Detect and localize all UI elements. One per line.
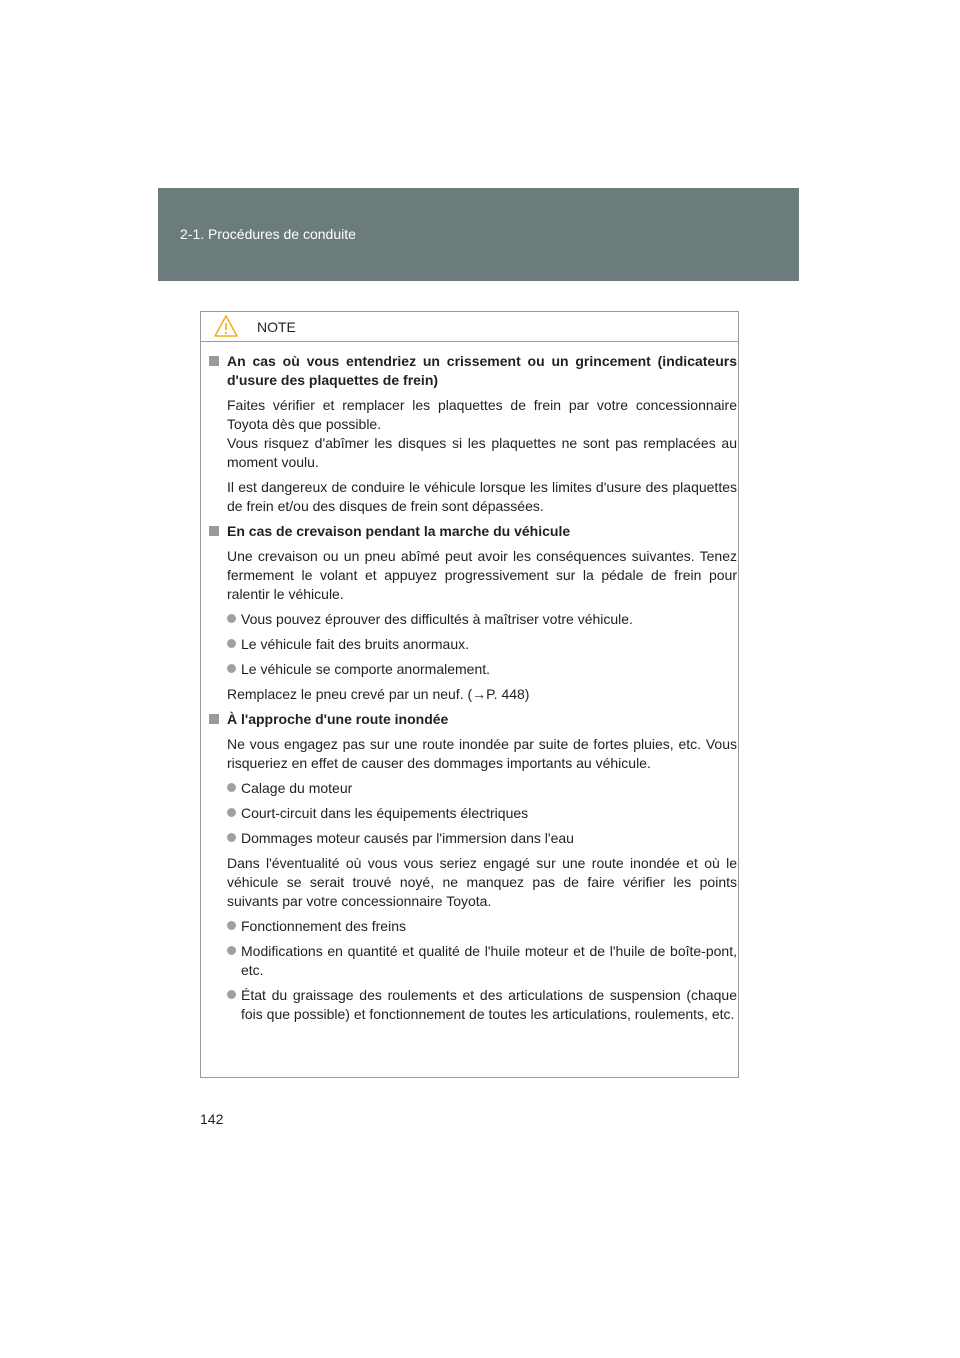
- section-heading: En cas de crevaison pendant la marche du véhicule: [209, 522, 737, 541]
- list-item: Court-circuit dans les équipements électriques: [209, 804, 737, 823]
- paragraph: Dans l'éventualité où vous vous seriez engagé sur une route inondée et où le véhicule se serait trouvé noyé, ne manquez pas de faire vérifier les points suivants par votre concessionnaire Toyota.: [227, 855, 737, 909]
- bullet-dot-icon: [227, 614, 236, 623]
- paragraph: Il est dangereux de conduire le véhicule lorsque les limites d'usure des plaquettes de frein et/ou des disques de frein sont dépassées.: [227, 479, 737, 514]
- section-heading: À l'approche d'une route inondée: [209, 710, 737, 729]
- bullet-dot-icon: [227, 664, 236, 673]
- page-number: 142: [200, 1111, 224, 1127]
- paragraph: Une crevaison ou un pneu abîmé peut avoir les conséquences suivantes. Tenez fermement le volant et appuyez progressivement sur la pédale de frein pour ralentir le véhicule.: [227, 548, 737, 602]
- bullet-dot-icon: [227, 833, 236, 842]
- list-item: État du graissage des roulements et des articulations de suspension (chaque fois que possible) et fonctionnement de toutes les articulations, roulements, etc.: [209, 986, 737, 1024]
- list-item: Calage du moteur: [209, 779, 737, 798]
- list-item: Le véhicule fait des bruits anormaux.: [209, 635, 737, 654]
- bullet-dot-icon: [227, 990, 236, 999]
- section-header-title: 2-1. Procédures de conduite: [180, 226, 356, 242]
- square-bullet-icon: [209, 526, 219, 536]
- list-item: Le véhicule se comporte anormalement.: [209, 660, 737, 679]
- bullet-dot-icon: [227, 783, 236, 792]
- bullet-dot-icon: [227, 921, 236, 930]
- list-item: Fonctionnement des freins: [209, 917, 737, 936]
- list-item: Vous pouvez éprouver des difficultés à maîtriser votre véhicule.: [209, 610, 737, 629]
- note-title: NOTE: [257, 319, 296, 335]
- bullet-dot-icon: [227, 808, 236, 817]
- note-header: [201, 312, 738, 342]
- section-heading: An cas où vous entendriez un crissement ou un grincement (indicateurs d'usure des plaquettes de frein): [209, 352, 737, 390]
- note-body: [209, 352, 737, 1030]
- note-box: [200, 311, 739, 1078]
- paragraph: Remplacez le pneu crevé par un neuf. (→P. 448): [227, 686, 530, 702]
- bullet-dot-icon: [227, 946, 236, 955]
- square-bullet-icon: [209, 356, 219, 366]
- paragraph: Ne vous engagez pas sur une route inondée par suite de fortes pluies, etc. Vous risqueriez en effet de causer des dommages importants au véhicule.: [227, 736, 737, 771]
- square-bullet-icon: [209, 714, 219, 724]
- warning-triangle-icon: [213, 314, 239, 338]
- list-item: Modifications en quantité et qualité de l'huile moteur et de l'huile de boîte-pont, etc.: [209, 942, 737, 980]
- header-band: [158, 188, 799, 281]
- bullet-dot-icon: [227, 639, 236, 648]
- paragraph: Faites vérifier et remplacer les plaquettes de frein par votre concessionnaire Toyota dès que possible. Vous risquez d'abîmer les disques si les plaquettes ne sont pas remplacées au moment voulu.: [227, 397, 737, 470]
- list-item: Dommages moteur causés par l'immersion dans l'eau: [209, 829, 737, 848]
